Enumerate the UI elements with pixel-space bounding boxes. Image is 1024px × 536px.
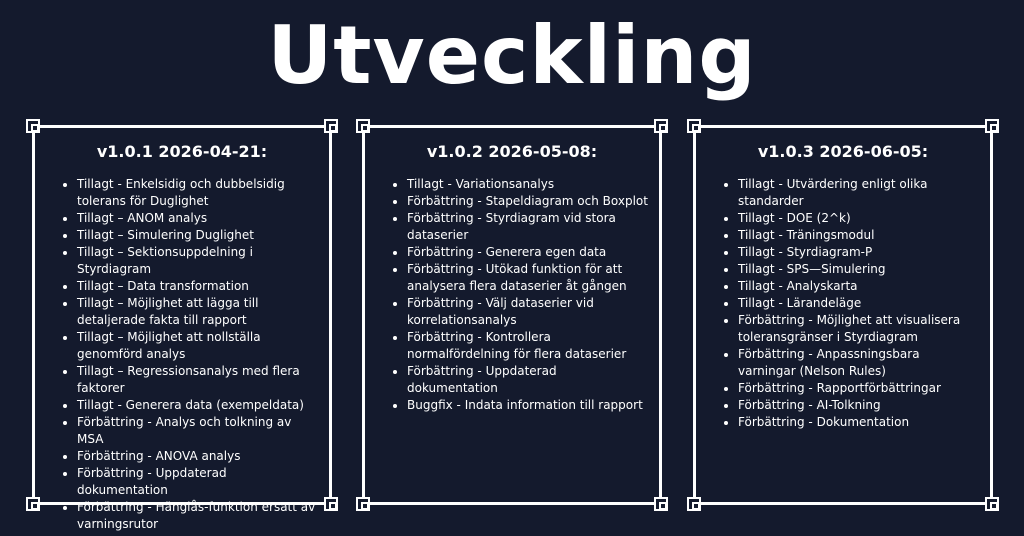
list-item: • Tillagt – Regressionsanalys med flera faktorer (77, 363, 319, 397)
list-item: • Förbättring - Dokumentation (738, 414, 980, 431)
list-item: • Tillagt - Lärandeläge (738, 295, 980, 312)
corner-ornament-icon (687, 119, 701, 133)
corner-ornament-icon (985, 119, 999, 133)
list-item: • Tillagt - Styrdiagram-P (738, 244, 980, 261)
list-item: • Tillagt – Data transformation (77, 278, 319, 295)
list-item: • Förbättring - Styrdiagram vid stora dataserier (407, 210, 649, 244)
corner-ornament-icon (356, 497, 370, 511)
changelog-list (35, 176, 329, 533)
list-item: • Förbättring - Utökad funktion för att analysera flera dataserier åt gången (407, 261, 649, 295)
list-item: • Förbättring - Kontrollera normalfördelning för flera dataserier (407, 329, 649, 363)
corner-ornament-icon (654, 119, 668, 133)
list-item: • Förbättring - Välj dataserier vid korrelationsanalys (407, 295, 649, 329)
card-heading: v1.0.3 2026-06-05: (757, 142, 929, 161)
list-item: • Tillagt – Simulering Duglighet (77, 227, 319, 244)
changelog-card-v1-0-1 (32, 125, 332, 531)
changelog-list (365, 176, 659, 414)
list-item: • Förbättring - Rapportförbättringar (738, 380, 980, 397)
list-item: • Tillagt - Enkelsidig och dubbelsidig tolerans för Duglighet (77, 176, 319, 210)
card-heading: v1.0.2 2026-05-08: (426, 142, 598, 161)
list-item: • Förbättring - Hänglås-funktion ersatt av varningsrutor (77, 499, 319, 533)
list-item: • Tillagt - Utvärdering enligt olika standarder (738, 176, 980, 210)
corner-ornament-icon (687, 497, 701, 511)
changelog-list (696, 176, 990, 431)
card-heading: v1.0.1 2026-04-21: (96, 142, 268, 161)
corner-ornament-icon (26, 497, 40, 511)
list-item: • Förbättring - Anpassningsbara varningar (Nelson Rules) (738, 346, 980, 380)
list-item: • Tillagt – Möjlighet att lägga till detaljerade fakta till rapport (77, 295, 319, 329)
changelog-card-v1-0-3 (693, 125, 993, 505)
corner-ornament-icon (324, 497, 338, 511)
list-item: • Förbättring - ANOVA analys (77, 448, 319, 465)
list-item: • Förbättring - Generera egen data (407, 244, 649, 261)
list-item: • Förbättring - Möjlighet att visualisera toleransgränser i Styrdiagram (738, 312, 980, 346)
list-item: • Tillagt - SPS—Simulering (738, 261, 980, 278)
list-item: • Förbättring - Stapeldiagram och Boxplot (407, 193, 649, 210)
corner-ornament-icon (26, 119, 40, 133)
list-item: • Förbättring - AI-Tolkning (738, 397, 980, 414)
list-item: • Tillagt – Möjlighet att nollställa genomförd analys (77, 329, 319, 363)
list-item: • Tillagt – Sektionsuppdelning i Styrdiagram (77, 244, 319, 278)
corner-ornament-icon (324, 119, 338, 133)
corner-ornament-icon (985, 497, 999, 511)
changelog-card-v1-0-2 (362, 125, 662, 505)
list-item: • Förbättring - Analys och tolkning av MSA (77, 414, 319, 448)
corner-ornament-icon (654, 497, 668, 511)
page-title: Utveckling (267, 9, 757, 102)
list-item: • Tillagt - Träningsmodul (738, 227, 980, 244)
list-item: • Förbättring - Uppdaterad dokumentation (407, 363, 649, 397)
corner-ornament-icon (356, 119, 370, 133)
list-item: • Tillagt - DOE (2^k) (738, 210, 980, 227)
list-item: • Tillagt – ANOM analys (77, 210, 319, 227)
list-item: • Tillagt - Analyskarta (738, 278, 980, 295)
list-item: • Förbättring - Uppdaterad dokumentation (77, 465, 319, 499)
list-item: • Tillagt - Generera data (exempeldata) (77, 397, 319, 414)
list-item: • Buggfix - Indata information till rapport (407, 397, 649, 414)
list-item: • Tillagt - Variationsanalys (407, 176, 649, 193)
